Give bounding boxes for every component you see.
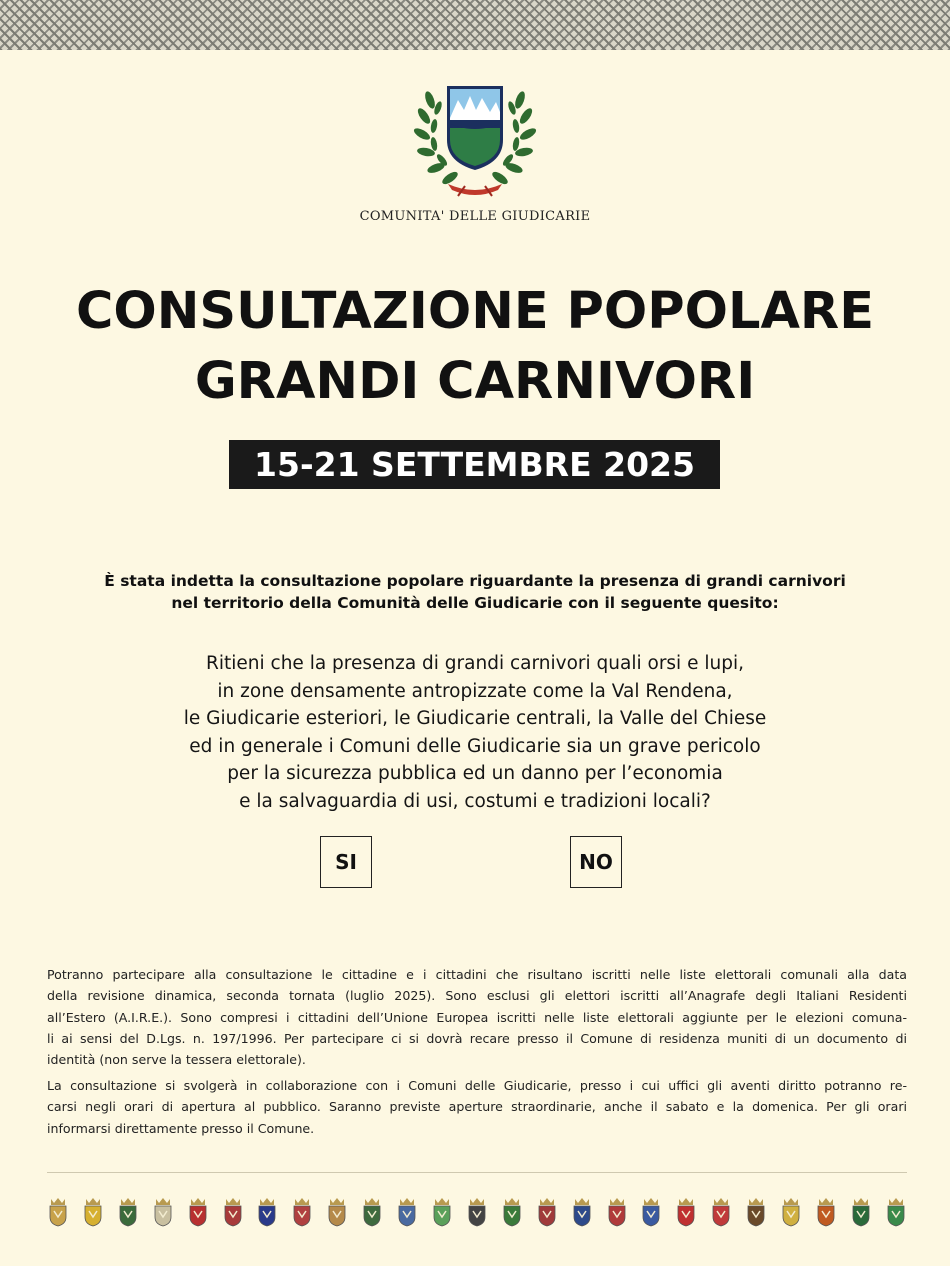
municipal-crest-icon [815,1197,837,1227]
municipal-crest-icon [326,1197,348,1227]
municipal-crest-icon [885,1197,907,1227]
municipal-crest-icon [675,1197,697,1227]
question-line: in zone densamente antropizzate come la Val Rendena, [217,680,733,702]
municipal-crest-icon [571,1197,593,1227]
intro-text [60,570,890,614]
paragraph-line: della revisione dinamica, seconda tornata (luglio 2025). Sono esclusi gli elettori iscritti all’Anagrafe degli Italiani Residenti [47,988,907,1004]
no-option-box: NO [570,836,622,888]
municipal-crest-icon [47,1197,69,1227]
municipal-crest-icon [606,1197,628,1227]
question-line: ed in generale i Comuni delle Giudicarie sia un grave pericolo [189,735,761,757]
municipal-crests-row [47,1195,907,1229]
question-line: le Giudicarie esteriori, le Giudicarie centrali, la Valle del Chiese [183,708,767,729]
referendum-question [60,650,890,815]
municipal-crest-icon [396,1197,418,1227]
question-line: per la sicurezza pubblica ed un danno per l’economia [227,763,723,784]
paragraph-line: La consultazione si svolgerà in collaborazione con i Comuni delle Giudicarie, presso i cui uffici gli aventi diritto potranno re- [47,1078,907,1093]
municipal-crest-icon [187,1197,209,1227]
municipal-crest-icon [640,1197,662,1227]
municipal-crest-icon [82,1197,104,1227]
paragraph-line: carsi negli orari di apertura al pubblico. Saranno previste aperture straordinarie, anche il sabato e la domenica. Per gli orari [47,1099,907,1115]
municipal-crest-icon [117,1197,139,1227]
organization-name: COMUNITA' DELLE GIUDICARIE [359,209,591,224]
paragraph-line: informarsi direttamente presso il Comune. [47,1120,315,1136]
intro-line: nel territorio della Comunità delle Giudicarie con il seguente quesito: [171,594,779,612]
municipal-crest-icon [745,1197,767,1227]
municipal-crest-icon [291,1197,313,1227]
municipal-crest-icon [710,1197,732,1227]
paragraph-line: all’Estero (A.I.R.E.). Sono compresi i cittadini dell’Unione Europea iscritti nelle liste elettorali aggiunte per le elezioni comuna- [47,1009,907,1025]
paragraph-line: identità (non serve la tessera elettorale). [47,1052,306,1068]
intro-line: È stata indetta la consultazione popolare riguardante la presenza di grandi carnivori [104,572,846,590]
question-line: Ritieni che la presenza di grandi carnivori quali orsi e lupi, [206,653,744,674]
page-title-line2: GRANDI CARNIVORI [194,352,756,411]
decorative-pattern-band [0,0,950,50]
yes-option-box: SI [320,836,372,888]
municipal-crest-icon [501,1197,523,1227]
municipal-crest-icon [466,1197,488,1227]
comunita-crest-logo [0,80,950,198]
municipal-crest-icon [431,1197,453,1227]
footer-divider [47,1172,907,1173]
municipal-crest-icon [256,1197,278,1227]
municipal-crest-icon [152,1197,174,1227]
municipal-crest-icon [536,1197,558,1227]
municipal-crest-icon [222,1197,244,1227]
date-banner: 15-21 SETTEMBRE 2025 [229,440,720,489]
municipal-crest-icon [850,1197,872,1227]
eligibility-paragraph [47,964,907,1070]
page-title-line1: CONSULTAZIONE POPOLARE [75,282,875,341]
municipal-crest-icon [361,1197,383,1227]
municipal-crest-icon [780,1197,802,1227]
procedure-paragraph [47,1075,907,1139]
paragraph-line: Potranno partecipare alla consultazione le cittadine e i cittadini che risultano iscritti nelle liste elettorali comunali alla data [47,967,907,982]
paragraph-line: li ai sensi del D.Lgs. n. 197/1996. Per partecipare ci si dovrà recare presso il Comune di residenza muniti di un documento di [47,1030,907,1046]
question-line: e la salvaguardia di usi, costumi e tradizioni locali? [239,790,711,812]
